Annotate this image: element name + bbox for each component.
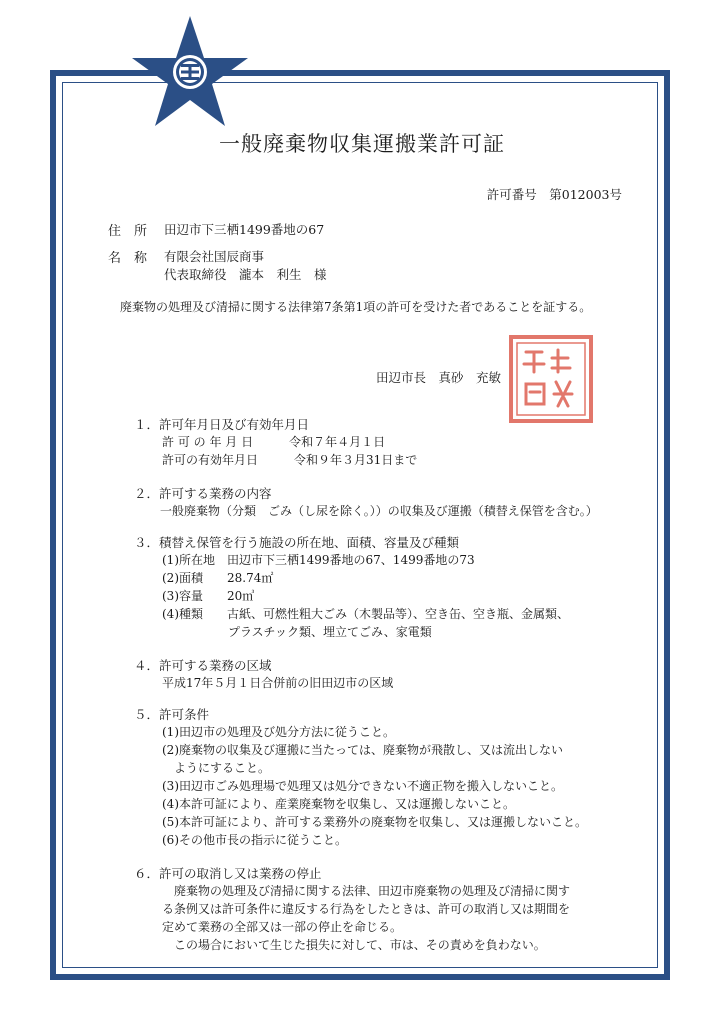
section-3-line: (3)容量 20㎥ bbox=[162, 589, 255, 603]
city-emblem-icon bbox=[130, 14, 250, 129]
section-3-line: プラスチック類、埋立てごみ、家電類 bbox=[228, 625, 432, 639]
section-5-line: ようにすること。 bbox=[174, 761, 271, 775]
permit-number: 許可番号 第012003号 bbox=[486, 187, 622, 202]
section-5-line: (6)その他市長の指示に従うこと。 bbox=[162, 833, 347, 847]
address-label: 住 所 bbox=[108, 224, 148, 239]
certification-text: 廃棄物の処理及び清掃に関する法律第7条第1項の許可を受けた者であることを証する。 bbox=[120, 300, 592, 314]
address-value: 田辺市下三栖1499番地の67 bbox=[164, 222, 325, 237]
section-3-line: (2)面積 28.74㎡ bbox=[162, 571, 274, 585]
section-5-line: (2)廃棄物の収集及び運搬に当たっては、廃棄物が飛散し、又は流出しない bbox=[162, 743, 564, 757]
section-3-line: (1)所在地 田辺市下三栖1499番地の67、1499番地の73 bbox=[162, 553, 475, 567]
section-5-line: (5)本許可証により、許可する業務外の廃棄物を収集し、又は運搬しないこと。 bbox=[162, 815, 588, 829]
section-1-line: 許可の有効年月日 令和９年３月31日まで bbox=[162, 453, 418, 467]
section-6-line: 定めて業務の全部又は一部の停止を命じる。 bbox=[162, 920, 403, 934]
section-6-line: る条例又は許可条件に違反する行為をしたときは、許可の取消し又は期間を bbox=[162, 902, 571, 916]
section-3-line: (4)種類 古紙、可燃性粗大ごみ（木製品等）、空き缶、空き瓶、金属類、 bbox=[162, 607, 570, 621]
section-4-heading: ４．許可する業務の区域 bbox=[134, 658, 272, 673]
name-label: 名 称 bbox=[108, 251, 148, 266]
section-2-line: 一般廃棄物（分類 ごみ（し尿を除く。））の収集及び運搬（積替え保管を含む。） bbox=[160, 504, 598, 518]
section-4-line: 平成17年５月１日合併前の旧田辺市の区域 bbox=[162, 676, 394, 690]
representative-name: 代表取締役 瀧本 利生 様 bbox=[164, 267, 327, 282]
inner-border bbox=[62, 82, 658, 968]
section-1-line: 許 可 の 年 月 日 令和７年４月１日 bbox=[162, 435, 386, 449]
section-6-heading: ６．許可の取消し又は業務の停止 bbox=[134, 866, 322, 881]
section-5-line: (1)田辺市の処理及び処分方法に従うこと。 bbox=[162, 725, 395, 739]
section-3-heading: ３．積替え保管を行う施設の所在地、面積、容量及び種類 bbox=[134, 535, 460, 550]
company-name: 有限会社国辰商事 bbox=[164, 249, 265, 264]
section-6-line: この場合において生じた損失に対して、市は、その責めを負わない。 bbox=[174, 938, 546, 952]
section-5-heading: ５．許可条件 bbox=[134, 707, 210, 722]
section-5-line: (4)本許可証により、産業廃棄物を収集し、又は運搬しないこと。 bbox=[162, 797, 516, 811]
section-5-line: (3)田辺市ごみ処理場で処理又は処分できない不適正物を搬入しないこと。 bbox=[162, 779, 564, 793]
official-seal-stamp bbox=[508, 334, 594, 424]
issuer-name: 田辺市長 真砂 充敏 bbox=[376, 370, 502, 385]
section-2-heading: ２．許可する業務の内容 bbox=[134, 486, 272, 501]
section-1-heading: １．許可年月日及び有効年月日 bbox=[134, 417, 310, 432]
document-title: 一般廃棄物収集運搬業許可証 bbox=[219, 132, 505, 156]
section-6-line: 廃棄物の処理及び清掃に関する法律、田辺市廃棄物の処理及び清掃に関す bbox=[174, 884, 571, 898]
